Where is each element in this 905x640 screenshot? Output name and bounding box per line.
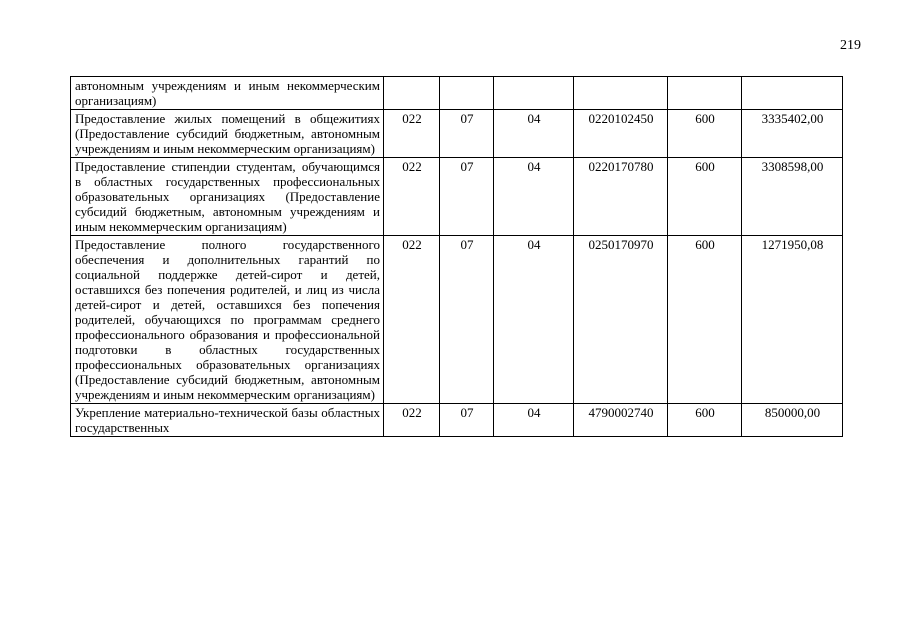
row-vr: 600 [668, 236, 742, 404]
row-sum: 1271950,08 [742, 236, 843, 404]
table-row [71, 404, 843, 437]
row-csr [574, 77, 668, 110]
row-pr: 04 [494, 236, 574, 404]
row-rz: 07 [440, 404, 494, 437]
row-ved: 022 [384, 110, 440, 158]
row-pr: 04 [494, 110, 574, 158]
row-csr: 0250170970 [574, 236, 668, 404]
row-sum [742, 77, 843, 110]
row-ved: 022 [384, 158, 440, 236]
row-ved [384, 77, 440, 110]
row-name: Предоставление полного государственного обеспечения и дополнительных гарантий по социальной поддержке детей-сирот и детей, оставшихся без попечения родителей, и лиц из числа детей-сирот и детей, оставшихся без попечения родителей, обучающихся по программам среднего профессионального образования и профессиональной подготовки в областных государственных профессиональных образовательных организациях (Предоставление субсидий бюджетным, автономным учреждениям и иным некоммерческим организациям) [71, 236, 384, 404]
row-name: Предоставление стипендии студентам, обучающимся в областных государственных профессиональных образовательных организациях (Предоставление субсидий бюджетным, автономным учреждениям и иным некоммерческим организациям) [71, 158, 384, 236]
row-vr [668, 77, 742, 110]
row-sum: 3308598,00 [742, 158, 843, 236]
row-ved: 022 [384, 404, 440, 437]
row-csr: 4790002740 [574, 404, 668, 437]
row-rz: 07 [440, 158, 494, 236]
table-row [71, 77, 843, 110]
row-name: Укрепление материально-технической базы областных государственных [71, 404, 384, 437]
page-number: 219 [840, 38, 861, 53]
row-rz [440, 77, 494, 110]
row-vr: 600 [668, 110, 742, 158]
row-pr: 04 [494, 404, 574, 437]
row-pr [494, 77, 574, 110]
row-csr: 0220170780 [574, 158, 668, 236]
budget-table [70, 76, 843, 437]
row-name: Предоставление жилых помещений в общежитиях (Предоставление субсидий бюджетным, автономным учреждениям и иным некоммерческим организациям) [71, 110, 384, 158]
row-sum: 850000,00 [742, 404, 843, 437]
row-pr: 04 [494, 158, 574, 236]
table-row [71, 158, 843, 236]
row-rz: 07 [440, 110, 494, 158]
row-ved: 022 [384, 236, 440, 404]
table-row [71, 110, 843, 158]
row-name: автономным учреждениям и иным некоммерческим организациям) [71, 77, 384, 110]
row-rz: 07 [440, 236, 494, 404]
table-row [71, 236, 843, 404]
row-vr: 600 [668, 404, 742, 437]
row-csr: 0220102450 [574, 110, 668, 158]
row-sum: 3335402,00 [742, 110, 843, 158]
row-vr: 600 [668, 158, 742, 236]
